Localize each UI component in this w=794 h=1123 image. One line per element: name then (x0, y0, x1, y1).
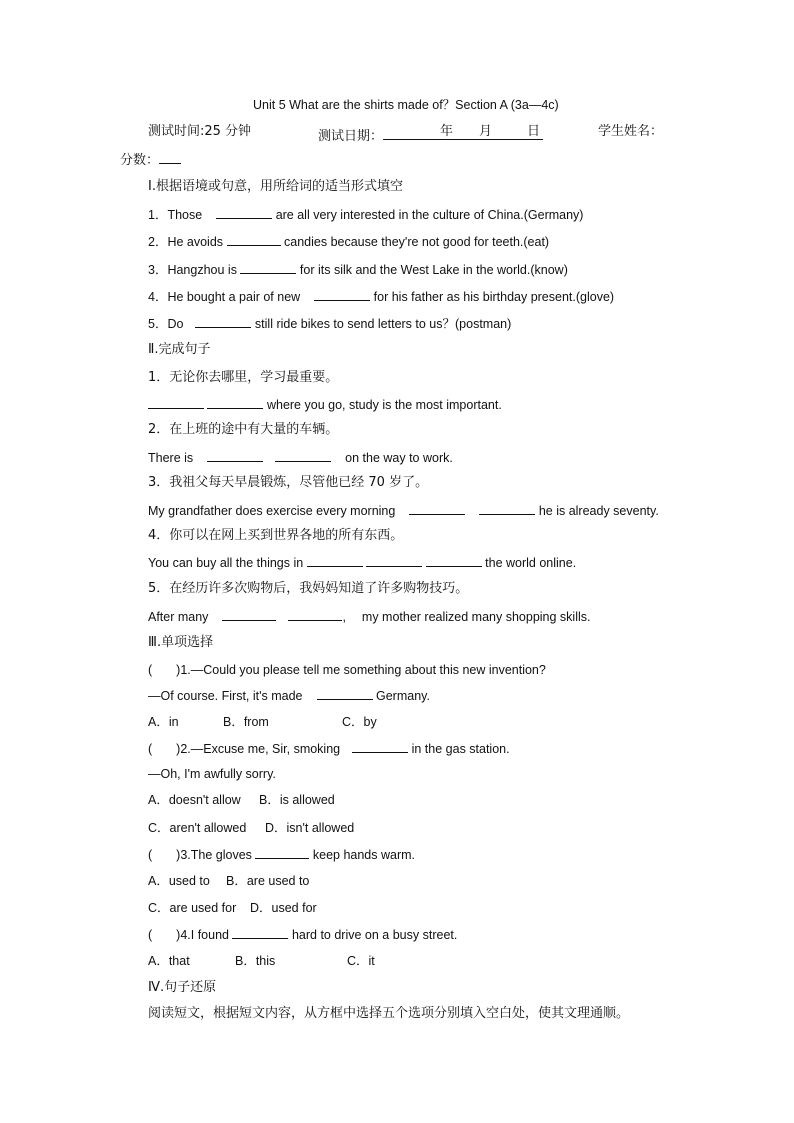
item-text: on the way to work. (345, 451, 453, 465)
sec2-item-3-cn: 3．我祖父每天早晨锻炼，尽管他已经 70 岁了。 (148, 475, 429, 490)
sec1-item-1 (148, 206, 583, 223)
item-text: After many (148, 610, 209, 624)
student-name-label: 学生姓名： (598, 124, 664, 139)
sec1-item-2 (148, 233, 549, 250)
sec2-item-2-cn: 2．在上班的途中有大量的车辆。 (148, 422, 339, 437)
q2-option-a[interactable]: A．doesn't allow (148, 793, 241, 807)
question-text: )3.The gloves (176, 848, 252, 862)
q3-stem (148, 846, 415, 863)
answer-blank[interactable] (255, 846, 309, 859)
section-3-heading: Ⅲ.单项选择 (148, 635, 214, 650)
sec2-item-5-en: After many , my mother realized many shopping skills. (148, 610, 591, 624)
q1-reply (148, 687, 430, 704)
answer-blank[interactable] (216, 206, 272, 219)
question-text: hard to drive on a busy street. (291, 928, 458, 942)
q2-option-b[interactable]: B．is allowed (259, 793, 335, 807)
section-2-heading: Ⅱ.完成句子 (148, 342, 211, 357)
answer-blank[interactable] (426, 554, 482, 567)
answer-blank[interactable] (352, 740, 408, 753)
answer-paren[interactable]: ( (148, 663, 153, 677)
answer-paren[interactable]: ( (148, 928, 153, 942)
question-text: —Of course. First, it's made (148, 689, 303, 703)
item-text: There is (148, 451, 194, 465)
question-text: in the gas station. (411, 742, 510, 756)
section-4-instruction: 阅读短文，根据短文内容，从方框中选择五个选项分别填入空白处，使其文理通顺。 (148, 1006, 630, 1021)
q2-reply: —Oh, I'm awfully sorry. (148, 767, 276, 781)
item-text: where you go, study is the most important. (266, 398, 502, 412)
q4-option-c[interactable]: C．it (347, 954, 375, 968)
answer-blank[interactable] (227, 233, 281, 246)
item-text: 2．He avoids (148, 235, 224, 249)
section-4-heading: Ⅳ.句子还原 (148, 980, 217, 995)
sec2-item-1-cn: 1．无论你去哪里，学习最重要。 (148, 370, 339, 385)
q1-stem (148, 662, 546, 678)
answer-paren[interactable]: ( (148, 848, 153, 862)
q4-option-b[interactable]: B．this (235, 954, 276, 968)
question-text: )1.—Could you please tell me something about this new invention? (176, 663, 546, 677)
answer-blank[interactable] (409, 502, 465, 515)
q1-option-b[interactable]: B．from (223, 715, 269, 729)
item-text: 5．Do (148, 317, 184, 331)
q1-option-c[interactable]: C．by (342, 715, 377, 729)
answer-blank[interactable] (195, 315, 251, 328)
test-date-label (318, 124, 543, 145)
score-blank[interactable] (159, 151, 181, 164)
item-text: my mother realized many shopping skills. (361, 610, 591, 624)
answer-blank[interactable] (288, 608, 342, 621)
sec2-item-3-en (148, 502, 659, 519)
sec1-item-5 (148, 315, 511, 332)
q3-option-c[interactable]: C．are used for (148, 901, 237, 915)
answer-blank[interactable] (366, 554, 422, 567)
day-label: 日 (527, 124, 541, 139)
q3-option-a[interactable]: A．used to (148, 874, 210, 888)
answer-blank[interactable] (240, 261, 296, 274)
sec1-item-4 (148, 288, 614, 305)
question-text: keep hands warm. (312, 848, 416, 862)
answer-paren[interactable]: ( (148, 742, 153, 756)
item-text: still ride bikes to send letters to us？(postman) (254, 317, 512, 331)
answer-blank[interactable] (275, 449, 331, 462)
q4-stem (148, 926, 457, 943)
sec2-item-4-en (148, 554, 576, 571)
score-line (120, 151, 181, 169)
date-label: 测试日期： (318, 129, 384, 144)
answer-blank[interactable] (222, 608, 276, 621)
year-label: 年 (440, 124, 454, 139)
answer-blank[interactable] (207, 396, 263, 409)
q2-option-c[interactable]: C．aren't allowed (148, 821, 247, 835)
q3-option-d[interactable]: D．used for (250, 901, 317, 915)
q4-option-a[interactable]: A．that (148, 954, 190, 968)
answer-blank[interactable] (479, 502, 535, 515)
sec2-item-4-cn: 4．你可以在网上买到世界各地的所有东西。 (148, 528, 404, 543)
q2-stem (148, 740, 510, 757)
item-text: 3．Hangzhou is (148, 263, 237, 277)
date-blank[interactable] (383, 124, 543, 140)
page-title: Unit 5 What are the shirts made of？Section A (3a—4c) (253, 98, 559, 112)
answer-blank[interactable] (207, 449, 263, 462)
item-text: he is already seventy. (538, 504, 659, 518)
item-text: for its silk and the West Lake in the world.(know) (299, 263, 568, 277)
sec2-item-2-en (148, 449, 453, 466)
item-text: are all very interested in the culture of China.(Germany) (275, 208, 584, 222)
sec2-item-1-en (148, 396, 502, 413)
sec1-item-3 (148, 261, 568, 278)
answer-blank[interactable] (307, 554, 363, 567)
item-text: 1．Those (148, 208, 203, 222)
q1-option-a[interactable]: A．in (148, 715, 179, 729)
answer-blank[interactable] (232, 926, 288, 939)
item-text: You can buy all the things in (148, 556, 304, 570)
sec2-item-5-cn: 5．在经历许多次购物后，我妈妈知道了许多购物技巧。 (148, 581, 469, 596)
month-label: 月 (479, 124, 493, 139)
question-text: Germany. (376, 689, 430, 703)
item-text: My grandfather does exercise every morning (148, 504, 396, 518)
q2-option-d[interactable]: D．isn't allowed (265, 821, 355, 835)
test-time: 测试时间:25 分钟 (148, 124, 252, 139)
answer-blank[interactable] (314, 288, 370, 301)
question-text: )4.I found (176, 928, 229, 942)
question-text: )2.—Excuse me, Sir, smoking (176, 742, 341, 756)
item-text: 4．He bought a pair of new (148, 290, 301, 304)
answer-blank[interactable] (148, 396, 204, 409)
item-text: candies because they're not good for teeth.(eat) (284, 235, 550, 249)
score-label: 分数： (120, 153, 160, 168)
item-text: the world online. (485, 556, 577, 570)
section-1-heading: Ⅰ.根据语境或句意，用所给词的适当形式填空 (148, 179, 403, 194)
answer-blank[interactable] (317, 687, 373, 700)
q3-option-b[interactable]: B．are used to (226, 874, 310, 888)
item-text: for his father as his birthday present.(glove) (373, 290, 615, 304)
